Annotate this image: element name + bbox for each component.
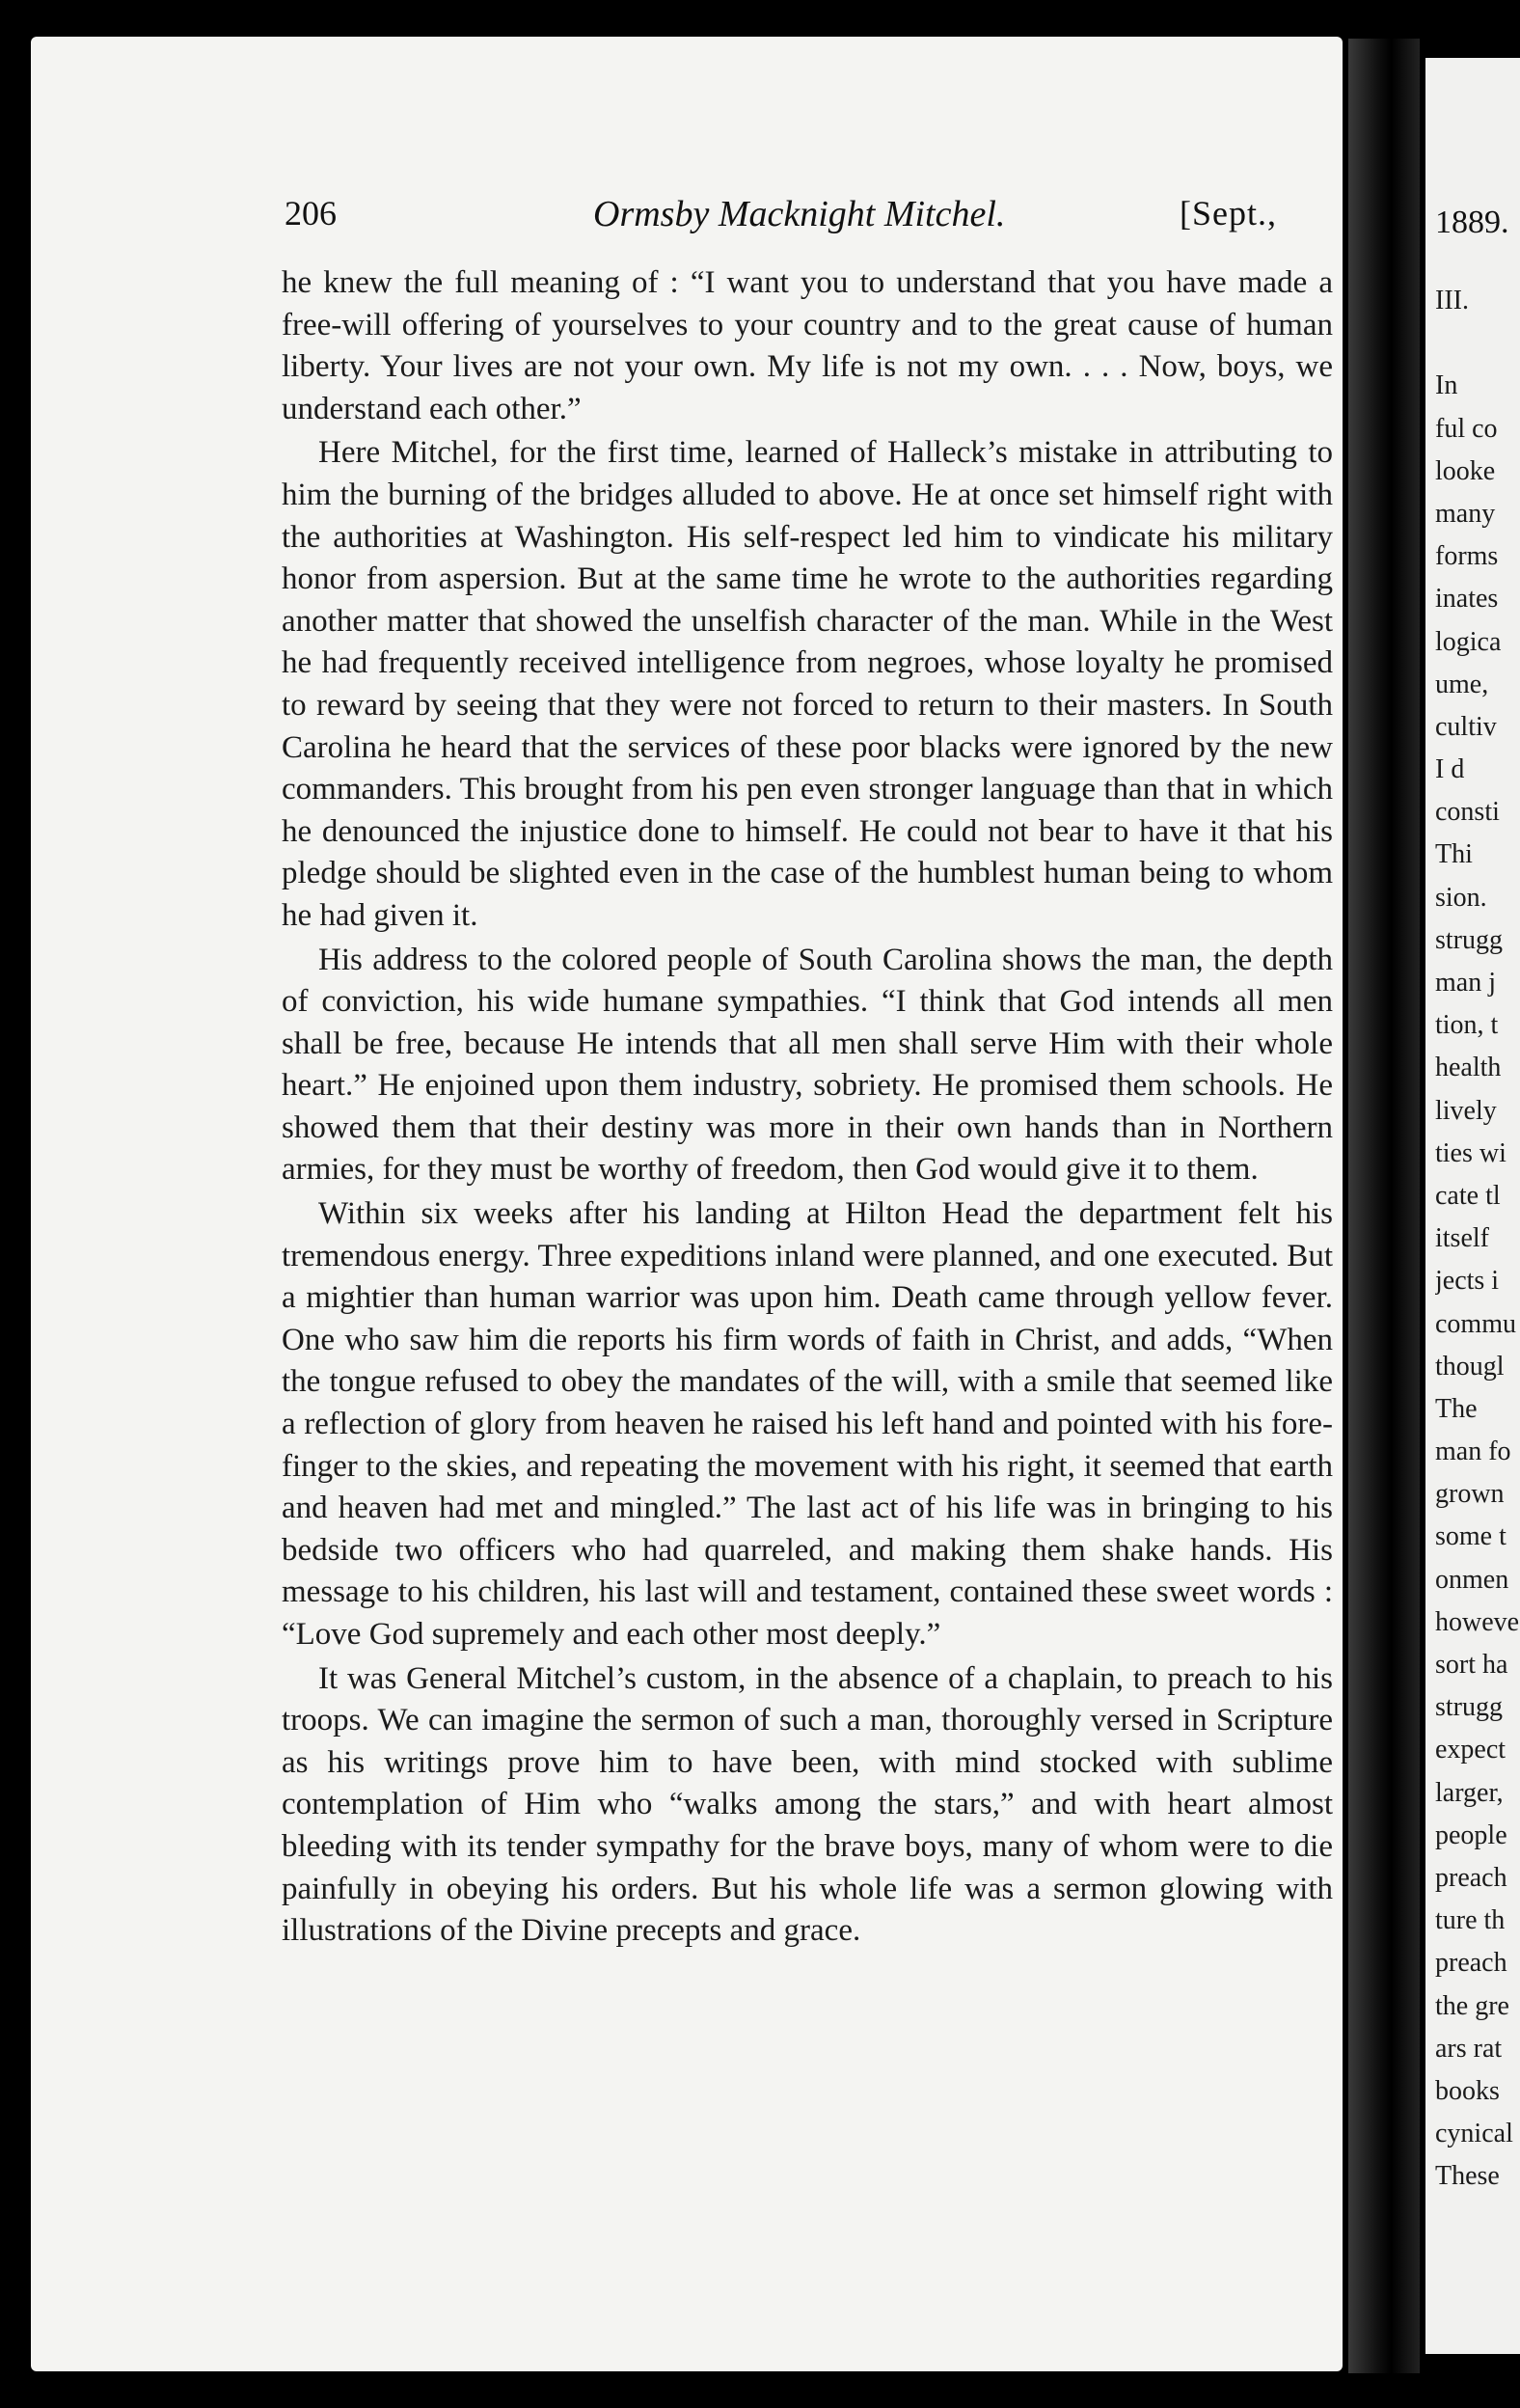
page-gutter xyxy=(1348,39,1420,2373)
facing-page-line: howeve xyxy=(1435,1606,1520,1637)
facing-page-line: These xyxy=(1435,2161,1500,2192)
facing-page-line: cate tl xyxy=(1435,1180,1501,1211)
facing-page-line: thougl xyxy=(1435,1351,1505,1382)
facing-page-line: cynical xyxy=(1435,2119,1513,2149)
facing-page-line: expect xyxy=(1435,1735,1506,1765)
facing-page-fragment xyxy=(1425,58,1520,2354)
facing-page-line: ume, xyxy=(1435,669,1489,699)
facing-page-line: ars rat xyxy=(1435,2033,1503,2064)
facing-page-line: ture th xyxy=(1435,1905,1506,1936)
facing-page-line: tion, t xyxy=(1435,1010,1499,1041)
section-mark: [Sept., xyxy=(1180,194,1277,233)
facing-page-line: inates xyxy=(1435,584,1499,615)
facing-page-line: people xyxy=(1435,1820,1507,1850)
facing-page-line: I d xyxy=(1435,754,1465,785)
facing-page-line: sort ha xyxy=(1435,1650,1508,1680)
facing-page-line: jects i xyxy=(1435,1266,1500,1297)
paragraph: Within six weeks after his landing at Hilton Head the department felt his tremendous energy. Three expeditions inland were planned, and one executed. But a mightier than human warrior was upon him. Death came through yellow fever. One who saw him die reports his firm words of faith in Christ, and adds, “When the tongue refused to obey the mandates of the will, with a smile that seemed like a reflection of glory from heaven he raised his left hand and pointed with his fore-finger to the skies, and repeating the movement with his right, it seemed that earth and heaven had met and mingled.” The last act of his life was in bringing to his bedside two officers who had quarreled, and making them shake hands. His message to his children, his last will and testament, contained these sweet words : “Love God supremely and each other most deeply.” xyxy=(282,1196,1333,1652)
facing-page-line: logica xyxy=(1435,626,1502,657)
facing-page-line: forms xyxy=(1435,541,1499,572)
running-header xyxy=(285,193,1345,245)
facing-page-line: lively xyxy=(1435,1095,1497,1126)
facing-page-line: III. xyxy=(1435,286,1469,315)
facing-page-line: onmen xyxy=(1435,1564,1509,1595)
facing-page-line: preach xyxy=(1435,1862,1507,1893)
facing-page-line: itself xyxy=(1435,1223,1489,1254)
facing-page-line: the gre xyxy=(1435,1990,1509,2021)
facing-page-line: man j xyxy=(1435,968,1496,998)
facing-page-line: In xyxy=(1435,370,1458,401)
facing-page-line: ful co xyxy=(1435,413,1498,444)
facing-page-line: commu xyxy=(1435,1308,1516,1339)
facing-page-line: strugg xyxy=(1435,1692,1503,1723)
facing-page-line: Thi xyxy=(1435,839,1473,870)
facing-page-year: 1889. xyxy=(1435,205,1509,240)
facing-page-line: health xyxy=(1435,1053,1502,1083)
facing-page-line: The xyxy=(1435,1393,1478,1424)
facing-page-line: preach xyxy=(1435,1948,1507,1979)
facing-page-line xyxy=(1435,322,1520,365)
facing-page-line: cultiv xyxy=(1435,711,1497,742)
facing-page-line: some t xyxy=(1435,1521,1506,1552)
running-title: Ormsby Macknight Mitchel. xyxy=(593,194,1006,234)
facing-page-line: sion. xyxy=(1435,882,1487,913)
facing-page-line: many xyxy=(1435,498,1496,529)
facing-page-line: man fo xyxy=(1435,1437,1511,1467)
body-text xyxy=(282,262,1333,1955)
paragraph: he knew the full meaning of : “I want you to understand that you have made a free-will offering of yourselves to your country and to the great cause of human liberty. Your lives are not your own. My life is not my own. . . . Now, boys, we understand each other.” xyxy=(282,265,1333,426)
page-number: 206 xyxy=(285,194,337,233)
facing-page-lines xyxy=(1435,280,1520,2198)
facing-page-line: consti xyxy=(1435,797,1500,828)
paragraph: It was General Mitchel’s custom, in the absence of a chaplain, to preach to his troops. We can imagine the sermon of such a man, thoroughly versed in Scripture as his writings prove him to have been, with mind stocked with sublime contemplation of Him who “walks among the stars,” and with heart almost bleeding with its tender sympathy for the brave boys, many of whom were to die painfully in obeying his orders. But his whole life was a sermon glowing with illustrations of the Divine precepts and grace. xyxy=(282,1660,1333,1949)
facing-page-line: strugg xyxy=(1435,924,1503,955)
facing-page-line: larger, xyxy=(1435,1777,1504,1808)
paragraph: His address to the colored people of South Carolina shows the man, the depth of conviction, his wide humane sympathies. “I think that God intends all men shall be free, because He intends that all men shall serve Him with their whole heart.” He enjoined upon them industry, sobriety. He promised them schools. He showed them that their destiny was more in their own hands than in Northern armies, for they must be worthy of freedom, then God would give it to them. xyxy=(282,942,1333,1188)
facing-page-line: grown xyxy=(1435,1479,1505,1510)
facing-page-line: looke xyxy=(1435,455,1496,486)
paragraph: Here Mitchel, for the first time, learned of Halleck’s mistake in attributing to him the burning of the bridges alluded to above. He at once set himself right with the authorities at Washington. His self-respect led him to vindicate his military honor from aspersion. But at the same time he wrote to the authorities regarding another matter that showed the unselfish character of the man. While in the West he had frequently received intelligence from negroes, whose loyalty he promised to reward by seeing that they were not forced to return to their masters. In South Carolina he heard that the services of these poor blacks were ignored by the new commanders. This brought from his pen even stronger language than that in which he denounced the injustice done to himself. He could not bear to have it that his pledge should be slighted even in the case of the humblest human being to whom he had given it. xyxy=(282,435,1333,933)
facing-page-line: books xyxy=(1435,2075,1500,2106)
facing-page-line: ties wi xyxy=(1435,1137,1506,1168)
